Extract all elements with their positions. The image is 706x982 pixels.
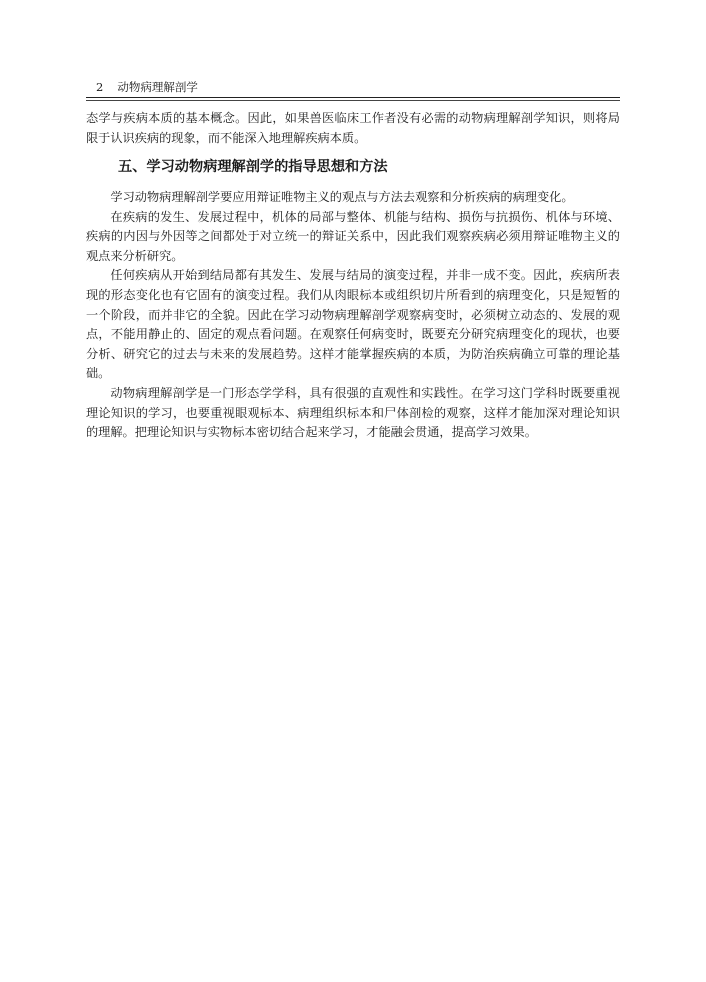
section-heading: 五、学习动物病理解剖学的指导思想和方法 bbox=[118, 159, 388, 175]
paragraph: 在疾病的发生、发展过程中，机体的局部与整体、机能与结构、损伤与抗损伤、机体与环境、疾病的内因与外因等之间都处于对立统一的辩证关系中，因此我们观察疾病必须用辩证唯物主义的观点来分析研究。 bbox=[86, 209, 620, 263]
book-title: 动物病理解剖学 bbox=[117, 80, 198, 94]
lead-paragraph: 态学与疾病本质的基本概念。因此，如果兽医临床工作者没有必需的动物病理解剖学知识，则将局限于认识疾病的现象，而不能深入地理解疾病本质。 bbox=[86, 111, 620, 145]
continued-paragraph bbox=[86, 109, 620, 148]
section-body bbox=[86, 188, 620, 443]
page-number: 2 bbox=[96, 80, 104, 94]
running-header bbox=[96, 80, 198, 94]
header-rule-thick bbox=[86, 97, 620, 98]
paragraph: 学习动物病理解剖学要应用辩证唯物主义的观点与方法去观察和分析疾病的病理变化。 bbox=[110, 190, 574, 204]
paragraph: 动物病理解剖学是一门形态学学科，具有很强的直观性和实践性。在学习这门学科时既要重视理论知识的学习，也要重视眼观标本、病理组织标本和尸体剖检的观察，这样才能加深对理论知识的理解。把理论知识与实物标本密切结合起来学习，才能融会贯通，提高学习效果。 bbox=[86, 385, 620, 440]
header-rule-thin bbox=[86, 100, 620, 101]
paragraph: 任何疾病从开始到结局都有其发生、发展与结局的演变过程，并非一成不变。因此，疾病所表现的形态变化也有它固有的演变过程。我们从肉眼标本或组织切片所看到的病理变化，只是短暂的一个阶段，而并非它的全貌。因此在学习动物病理解剖学观察病变时，必须树立动态的、发展的观点，不能用静止的、固定的观点看问题。在观察任何病变时，既要充分研究病理变化的现状，也要分析、研究它的过去与未来的发展趋势。这样才能掌握疾病的本质，为防治疾病确立可靠的理论基础。 bbox=[86, 268, 620, 381]
